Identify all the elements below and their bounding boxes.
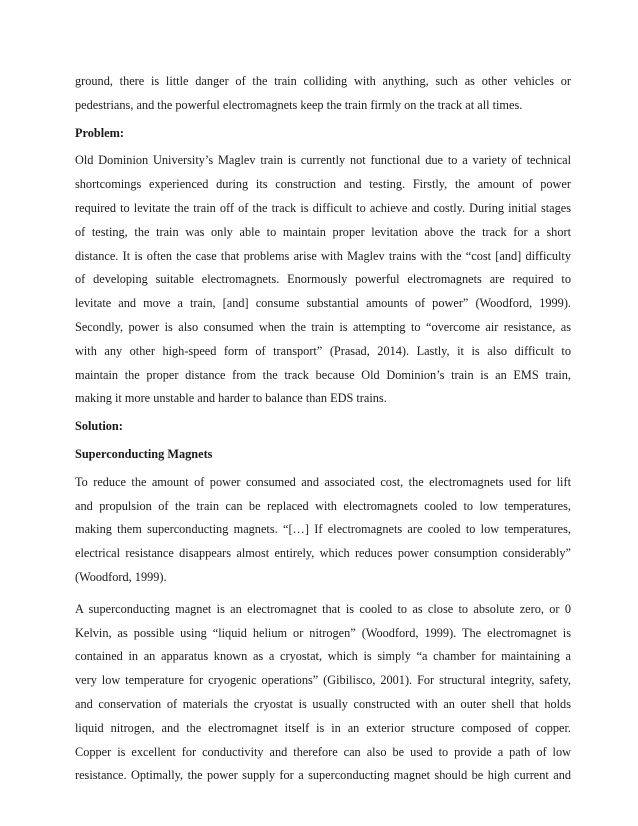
text-line: required to levitate the train off of the track is difficult to achieve and costly. During initial stages [75,200,571,215]
heading-problem: Problem: [75,125,124,140]
text-line: (Woodford, 1999). [75,569,167,584]
text-line: contained in an apparatus known as a cryostat, which is simply “a chamber for maintaining a [75,649,571,664]
text-line: Kelvin, as possible using “liquid helium or nitrogen” (Woodford, 1999). The electromagnet is [75,625,571,640]
text-line: maintain the proper distance from the track because Old Dominion’s train is an EMS train, [75,367,571,382]
text-line: To reduce the amount of power consumed and associated cost, the electromagnets used for lift [75,474,571,489]
text-line: resistance. Optimally, the power supply for a superconducting magnet should be high current and [75,768,571,783]
paragraph-solution-intro [75,471,571,590]
text-line: making them superconducting magnets. “[…] If electromagnets are cooled to low temperatures, [75,522,571,537]
text-line: electrical resistance disappears almost entirely, which reduces power consumption considerably” [75,546,571,561]
heading-superconducting-magnets: Superconducting Magnets [75,446,213,461]
paragraph-superconducting-magnet [75,598,571,788]
heading-solution: Solution: [75,419,123,434]
text-line: making it more unstable and harder to balance than EDS trains. [75,391,387,406]
text-line: and propulsion of the train can be replaced with electromagnets cooled to low temperatures, [75,498,571,513]
text-line: Secondly, power is also consumed when the train is attempting to “overcome air resistance, as [75,319,571,334]
page-content [75,70,571,788]
text-line: liquid nitrogen, and the electromagnet itself is in an exterior structure composed of copper. [75,720,571,735]
paragraph-problem [75,149,571,411]
text-line: of developing suitable electromagnets. Enormously powerful electromagnets are required to [75,272,571,287]
text-line: with any other high-speed form of transport” (Prasad, 2014). Lastly, it is also difficult to [75,343,571,358]
text-line: distance. It is often the case that problems arise with Maglev trains with the “cost [and] difficulty [75,248,571,263]
text-line: levitate and move a train, [and] consume substantial amounts of power” (Woodford, 1999). [75,296,571,311]
text-line: Old Dominion University’s Maglev train is currently not functional due to a variety of technical [75,153,571,168]
text-line: A superconducting magnet is an electromagnet that is cooled to as close to absolute zero, or 0 [75,601,571,616]
text-line: ground, there is little danger of the train colliding with anything, such as other vehicles or [75,74,571,88]
text-line: of testing, the train was only able to maintain proper levitation above the track for a short [75,224,571,239]
text-line: and conservation of materials the cryostat is usually constructed with an outer shell that holds [75,696,571,711]
paragraph-intro-continued [75,70,571,118]
text-line: very low temperature for cryogenic operations” (Gibilisco, 2001). For structural integrity, safety, [75,673,571,688]
text-line: Copper is excellent for conductivity and therefore can also be used to provide a path of low [75,744,571,759]
text-line: shortcomings experienced during its construction and testing. Firstly, the amount of power [75,177,571,192]
text-line: pedestrians, and the powerful electromagnets keep the train firmly on the track at all times. [75,97,523,112]
